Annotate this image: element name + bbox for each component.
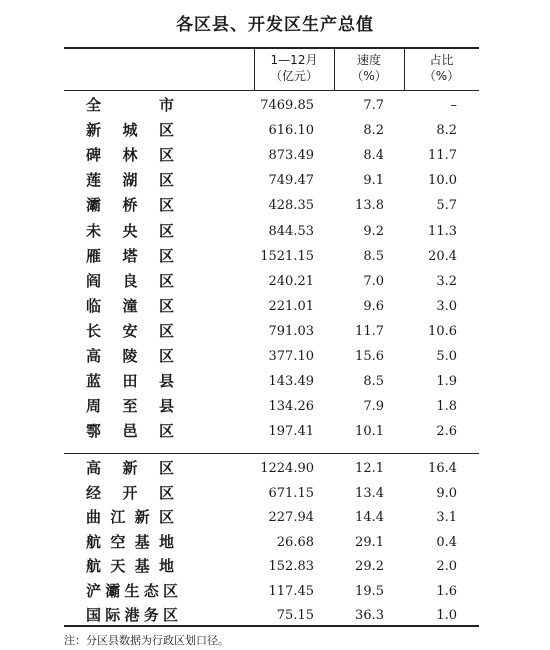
- row-share: 3.0: [436, 298, 457, 314]
- row-value: 671.15: [268, 485, 314, 501]
- row-value: 844.53: [268, 223, 314, 239]
- row-speed: 9.6: [363, 298, 384, 314]
- row-name: 国 际 港 务 区: [86, 606, 178, 624]
- row-name: 临 潼 区: [86, 296, 174, 315]
- table-row: [64, 456, 479, 481]
- row-value: 791.03: [268, 323, 314, 339]
- row-share: 0.4: [436, 534, 457, 550]
- header-value-line2: （亿元）: [269, 69, 318, 83]
- table-row: [64, 93, 479, 118]
- row-share: 3.2: [436, 273, 457, 289]
- row-name: 雁 塔 区: [86, 246, 174, 265]
- group-rule: [64, 453, 479, 454]
- row-speed: 8.5: [363, 248, 384, 264]
- row-value: 616.10: [268, 123, 314, 139]
- row-share: 5.7: [436, 198, 457, 214]
- row-share: 2.0: [436, 559, 457, 574]
- row-share: 3.1: [436, 510, 457, 525]
- row-name: 高 新 区: [86, 459, 174, 477]
- row-name: 灞 桥 区: [86, 196, 174, 215]
- row-speed: 29.2: [355, 559, 384, 574]
- header-share-line2: （%）: [423, 69, 460, 83]
- row-share: 16.4: [428, 461, 457, 476]
- row-value: 117.45: [268, 583, 314, 599]
- row-share: 10.0: [428, 173, 457, 189]
- table-row: [64, 554, 479, 579]
- table-row: [64, 481, 479, 506]
- row-value: 143.49: [268, 374, 314, 390]
- row-value: 377.10: [268, 349, 314, 364]
- table-row: [64, 419, 479, 444]
- header-value: [254, 52, 334, 84]
- table-row: [64, 530, 479, 555]
- row-name: 未 央 区: [86, 221, 174, 240]
- row-speed: 9.1: [363, 173, 384, 189]
- row-share: 1.6: [436, 583, 457, 599]
- header-speed-line1: 速度: [356, 53, 381, 67]
- header-value-line1: 1—12月: [270, 53, 318, 67]
- row-name: 高 陵 区: [86, 347, 174, 365]
- row-speed: 13.4: [355, 485, 384, 501]
- row-share: 1.0: [436, 608, 457, 623]
- row-name: 蓝 田 县: [86, 372, 174, 391]
- row-speed: 13.8: [355, 198, 384, 214]
- row-share: 10.6: [428, 323, 457, 339]
- row-value: 873.49: [268, 148, 314, 164]
- row-value: 26.68: [276, 534, 314, 550]
- table-row: [64, 219, 479, 244]
- table-row: [64, 244, 479, 269]
- row-share: 11.3: [428, 223, 457, 239]
- row-speed: 11.7: [355, 323, 384, 339]
- table-row: [64, 344, 479, 369]
- row-speed: 29.1: [355, 534, 384, 550]
- row-value: 152.83: [268, 559, 314, 574]
- row-value: 749.47: [268, 173, 314, 189]
- header-speed-line2: （%）: [351, 69, 387, 83]
- row-speed: 7.9: [363, 399, 384, 415]
- row-value: 134.26: [268, 399, 314, 415]
- row-share: 5.0: [436, 349, 457, 364]
- row-share: 9.0: [436, 485, 457, 501]
- row-share: 1.8: [436, 399, 457, 415]
- row-name: 航 天 基 地: [86, 557, 174, 575]
- table-row: [64, 579, 479, 604]
- header-share-line1: 占比: [429, 53, 454, 67]
- row-share: 11.7: [428, 148, 457, 164]
- row-name: 碑 林 区: [86, 146, 174, 165]
- row-share: 2.6: [436, 424, 457, 440]
- table-row: [64, 193, 479, 218]
- row-value: 75.15: [276, 608, 314, 623]
- row-speed: 10.1: [355, 424, 384, 440]
- row-speed: 9.2: [363, 223, 384, 239]
- row-speed: 8.4: [363, 148, 384, 164]
- row-name: 浐 灞 生 态 区: [86, 581, 178, 600]
- row-name: 曲 江 新 区: [86, 508, 174, 526]
- table-row: [64, 143, 479, 168]
- row-share: 20.4: [428, 248, 457, 264]
- table-row: [64, 294, 479, 319]
- row-share: –: [450, 98, 457, 113]
- row-value: 197.41: [268, 424, 314, 440]
- row-name: 莲 湖 区: [86, 171, 174, 190]
- bottom-rule: [64, 625, 479, 627]
- row-speed: 14.4: [355, 510, 384, 525]
- footnote: 注：分区县数据为行政区划口径。: [64, 634, 229, 647]
- row-value: 240.21: [268, 273, 314, 289]
- row-name: 全 市: [86, 96, 174, 114]
- row-value: 1521.15: [260, 248, 314, 264]
- table-row: [64, 394, 479, 419]
- row-share: 8.2: [436, 123, 457, 139]
- row-speed: 7.0: [363, 273, 384, 289]
- row-speed: 15.6: [355, 349, 384, 364]
- header-speed: [334, 52, 404, 84]
- row-speed: 8.2: [363, 123, 384, 139]
- row-value: 7469.85: [260, 98, 314, 113]
- table-row: [64, 505, 479, 530]
- row-name: 经 开 区: [86, 483, 174, 502]
- row-value: 227.94: [268, 510, 314, 525]
- row-value: 221.01: [268, 298, 314, 314]
- row-speed: 36.3: [355, 608, 384, 623]
- row-value: 1224.90: [260, 461, 314, 476]
- row-speed: 7.7: [363, 98, 384, 113]
- row-share: 1.9: [436, 374, 457, 390]
- table-row: [64, 168, 479, 193]
- row-name: 长 安 区: [86, 321, 174, 340]
- table-title: 各区县、开发区生产总值: [176, 15, 374, 35]
- top-rule: [64, 47, 479, 49]
- table-row: [64, 118, 479, 143]
- row-name: 航 空 基 地: [86, 532, 174, 551]
- row-speed: 8.5: [363, 374, 384, 390]
- row-name: 新 城 区: [86, 121, 174, 140]
- table-row: [64, 369, 479, 394]
- row-name: 鄠 邑 区: [86, 422, 174, 441]
- row-speed: 19.5: [355, 583, 384, 599]
- header-share: [404, 52, 479, 84]
- row-value: 428.35: [268, 198, 314, 214]
- header-rule: [64, 90, 479, 91]
- table-row: [64, 319, 479, 344]
- table-row: [64, 269, 479, 294]
- row-name: 周 至 县: [86, 397, 174, 416]
- row-name: 阎 良 区: [86, 271, 174, 290]
- row-speed: 12.1: [355, 461, 384, 476]
